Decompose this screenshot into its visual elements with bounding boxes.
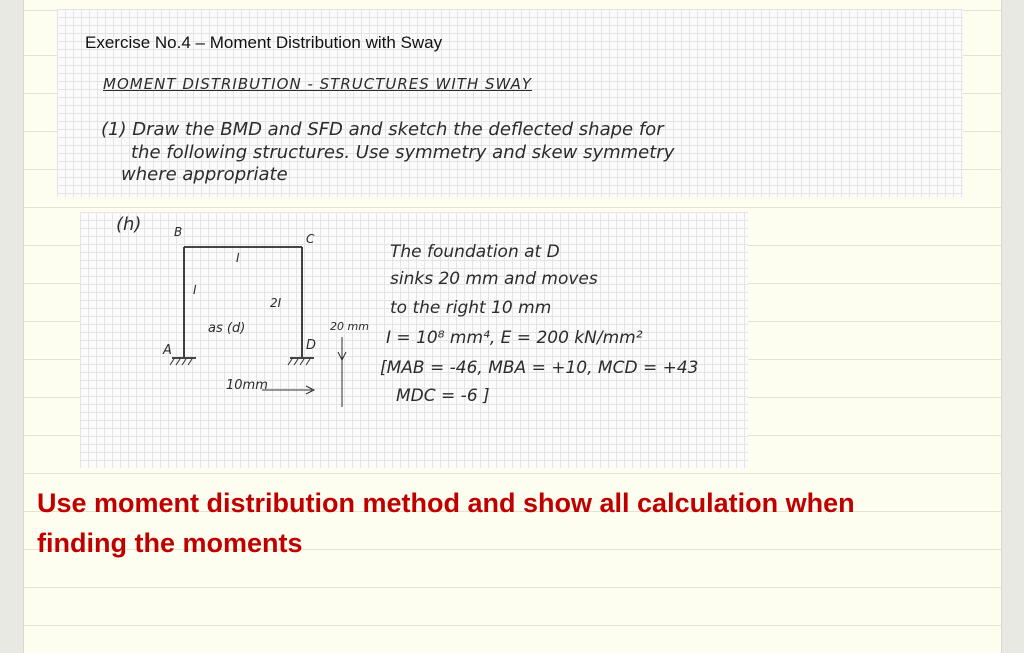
node-c-label: C	[306, 232, 315, 246]
scanned-problem-header	[57, 9, 963, 197]
note-line-1: The foundation at D	[390, 242, 560, 262]
node-b-label: B	[174, 225, 183, 239]
node-d-label: D	[306, 338, 317, 353]
note-line-4: I = 10⁸ mm⁴, E = 200 kN/mm²	[386, 328, 643, 348]
note-line-3: to the right 10 mm	[390, 298, 552, 318]
left-column-inertia-label: I	[193, 283, 197, 297]
move-label: 10mm	[226, 378, 268, 393]
problem-line-2: the following structures. Use symmetry and skew symmetry	[131, 142, 675, 163]
scanned-figure	[80, 212, 748, 468]
instruction-text: Use moment distribution method and show all calculation when finding the moments	[37, 488, 855, 558]
left-note: as (d)	[208, 321, 246, 336]
beam-inertia-label: I	[236, 251, 240, 265]
part-label: (h)	[116, 214, 142, 235]
note-line-2: sinks 20 mm and moves	[390, 269, 598, 289]
exercise-title: Exercise No.4 – Moment Distribution with Sway	[85, 33, 443, 52]
note-line-5: [MAB = -46, MBA = +10, MCD = +43	[380, 358, 699, 378]
scan-heading: MOMENT DISTRIBUTION - STRUCTURES WITH SWAY	[103, 75, 533, 93]
node-a-label: A	[163, 343, 172, 358]
right-column-inertia-label: 2I	[270, 296, 282, 310]
problem-line-1: (1) Draw the BMD and SFD and sketch the deflected shape for	[101, 119, 664, 140]
problem-line-3: where appropriate	[121, 164, 288, 185]
note-line-6: MDC = -6 ]	[396, 386, 490, 406]
sink-label: 20 mm	[330, 320, 369, 333]
